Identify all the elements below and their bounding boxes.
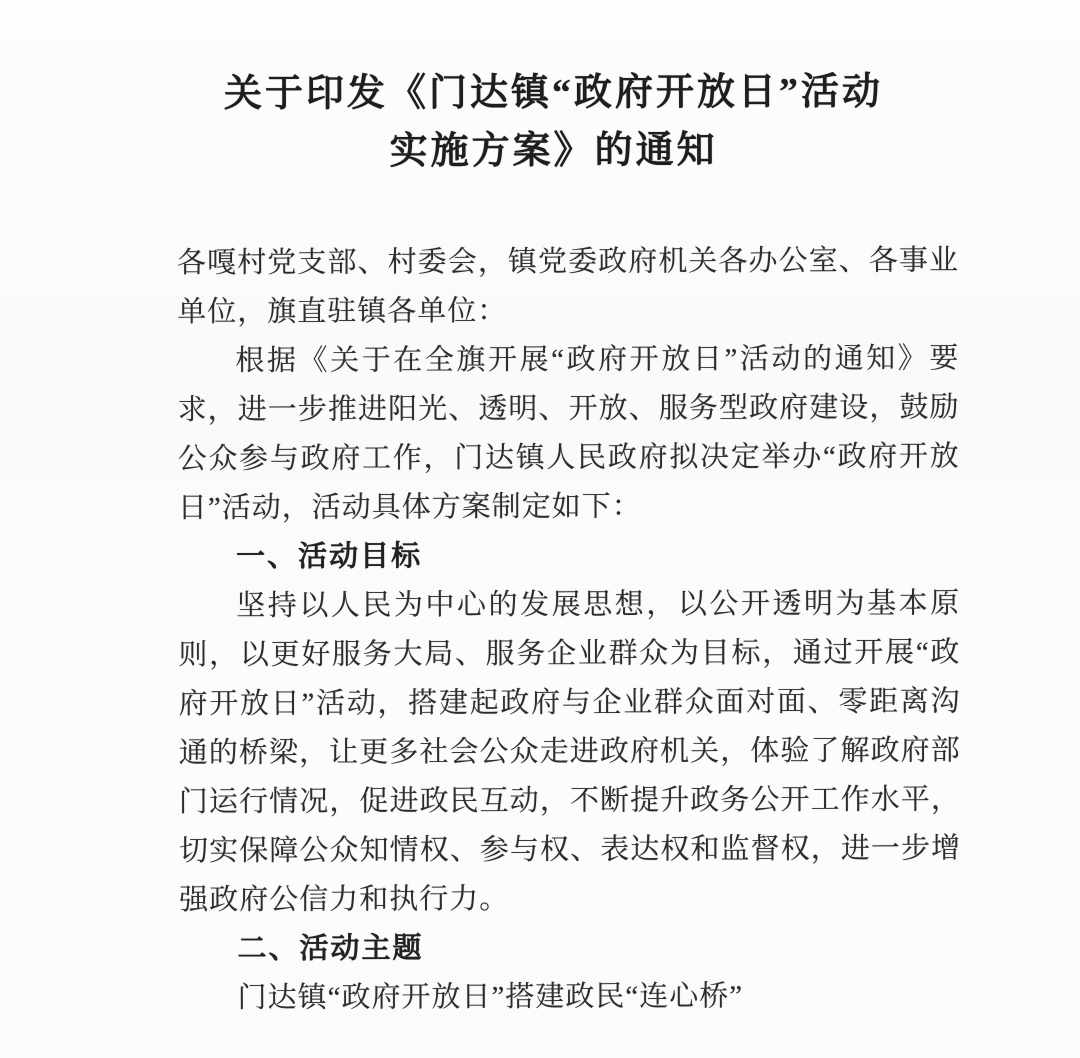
section-1-body-paragraph: 坚持以人民为中心的发展思想，以公开透明为基本原则，以更好服务大局、服务企业群众为目标，通过开展“政府开放日”活动，搭建起政府与企业群众面对面、零距离沟通的桥梁，让更多社会公众走进政府机关，体验了解政府部门运行情况，促进政民互动，不断提升政务公开工作水平，切实保障公众知情权、参与权、表达权和监督权，进一步增强政府公信力和执行力。 [178, 587, 962, 917]
document-content [0, 62, 1080, 1024]
document-title-line1: 关于印发《门达镇“政府开放日”活动 [223, 70, 884, 116]
document-title [0, 62, 1079, 182]
document-title-line2: 实施方案》的通知 [389, 129, 718, 173]
recipients-paragraph: 各嘎村党支部、村委会，镇党委政府机关各办公室、各事业单位，旗直驻镇各单位： [176, 244, 960, 329]
introduction-paragraph: 根据《关于在全旗开展“政府开放日”活动的通知》要求，进一步推进阳光、透明、开放、服务型政府建设，鼓励公众参与政府工作，门达镇人民政府拟决定举办“政府开放日”活动，活动具体方案制定如下： [177, 342, 960, 525]
document-body [177, 237, 962, 1024]
section-1-heading: 一、活动目标 [235, 540, 423, 574]
activity-theme-line: 门达镇“政府开放日”搭建政民“连心桥” [237, 980, 744, 1015]
section-2-heading: 二、活动主题 [237, 932, 424, 966]
